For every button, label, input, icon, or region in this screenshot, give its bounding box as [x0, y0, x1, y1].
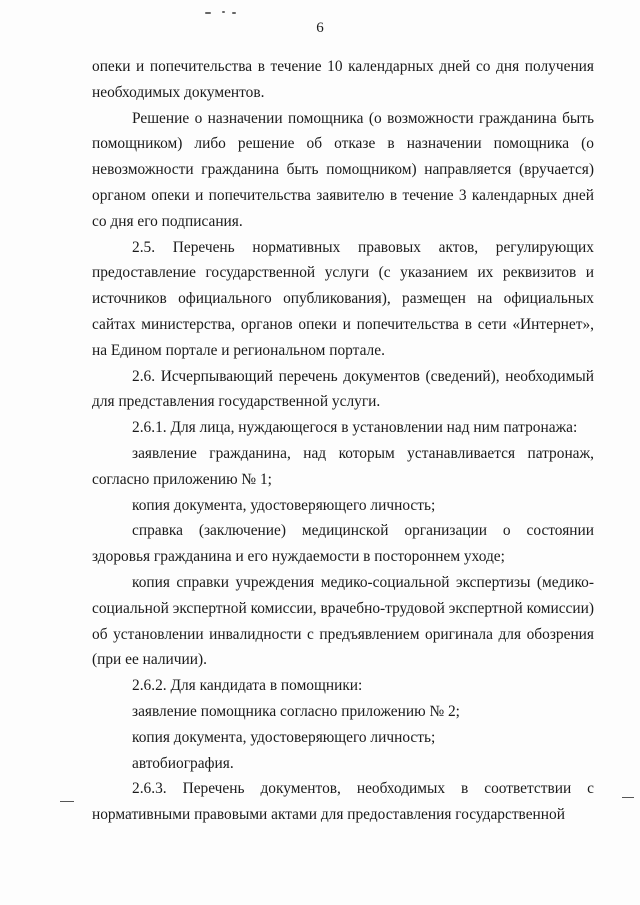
list-item-assistant-id-copy: копия документа, удостоверяющего личность;: [132, 728, 436, 746]
paragraph-decision: Решение о назначении помощника (о возможности гражданина быть помощником) либо решение об отказе в назначении помощника (о невозможности гражданина быть помощником) направляется (вручается) органом опеки и попечительства заявителю в течение 3 календарных дней со дня его подписания.: [92, 109, 594, 230]
list-item-application: заявление гражданина, над которым устанавливается патронаж, согласно приложению № 1;: [92, 444, 594, 488]
paragraph-2-6-2: 2.6.2. Для кандидата в помощники:: [132, 677, 363, 695]
list-item-id-copy: копия документа, удостоверяющего личность;: [132, 496, 436, 514]
list-item-assistant-application: заявление помощника согласно приложению № 2;: [132, 702, 460, 720]
document-body: [92, 54, 594, 828]
scan-speck: [205, 12, 211, 14]
paragraph-2-6-1: 2.6.1. Для лица, нуждающегося в установлении над ним патронажа:: [132, 419, 578, 437]
scan-margin-mark-right: [622, 797, 634, 798]
scan-speck: [222, 11, 225, 13]
scan-margin-mark-left: [60, 801, 74, 802]
scan-speck: [232, 12, 236, 14]
paragraph-2-6: 2.6. Исчерпывающий перечень документов (сведений), необходимый для представления государственной услуги.: [92, 367, 594, 411]
list-item-disability-certificate: копия справки учреждения медико-социальной экспертизы (медико-социальной экспертной комиссии, врачебно-трудовой экспертной комиссии) об установлении инвалидности с предъявлением оригинала для обозрения (при ее наличии).: [92, 573, 594, 669]
page-number: 6: [316, 20, 324, 36]
paragraph-continuation: опеки и попечительства в течение 10 календарных дней со дня получения необходимых документов.: [92, 58, 594, 101]
paragraph-2-6-3: 2.6.3. Перечень документов, необходимых в соответствии с нормативными правовыми актами для предоставления государственной: [92, 780, 594, 824]
paragraph-2-5: 2.5. Перечень нормативных правовых актов, регулирующих предоставление государственной услуги (с указанием их реквизитов и источников официального опубликования), размещен на официальных сайтах министерства, органов опеки и попечительства в сети «Интернет», на Едином портале и региональном портале.: [92, 238, 594, 359]
list-item-autobiography: автобиография.: [132, 754, 234, 772]
list-item-medical-certificate: справка (заключение) медицинской организации о состоянии здоровья гражданина и его нуждаемости в постороннем уходе;: [92, 522, 594, 566]
